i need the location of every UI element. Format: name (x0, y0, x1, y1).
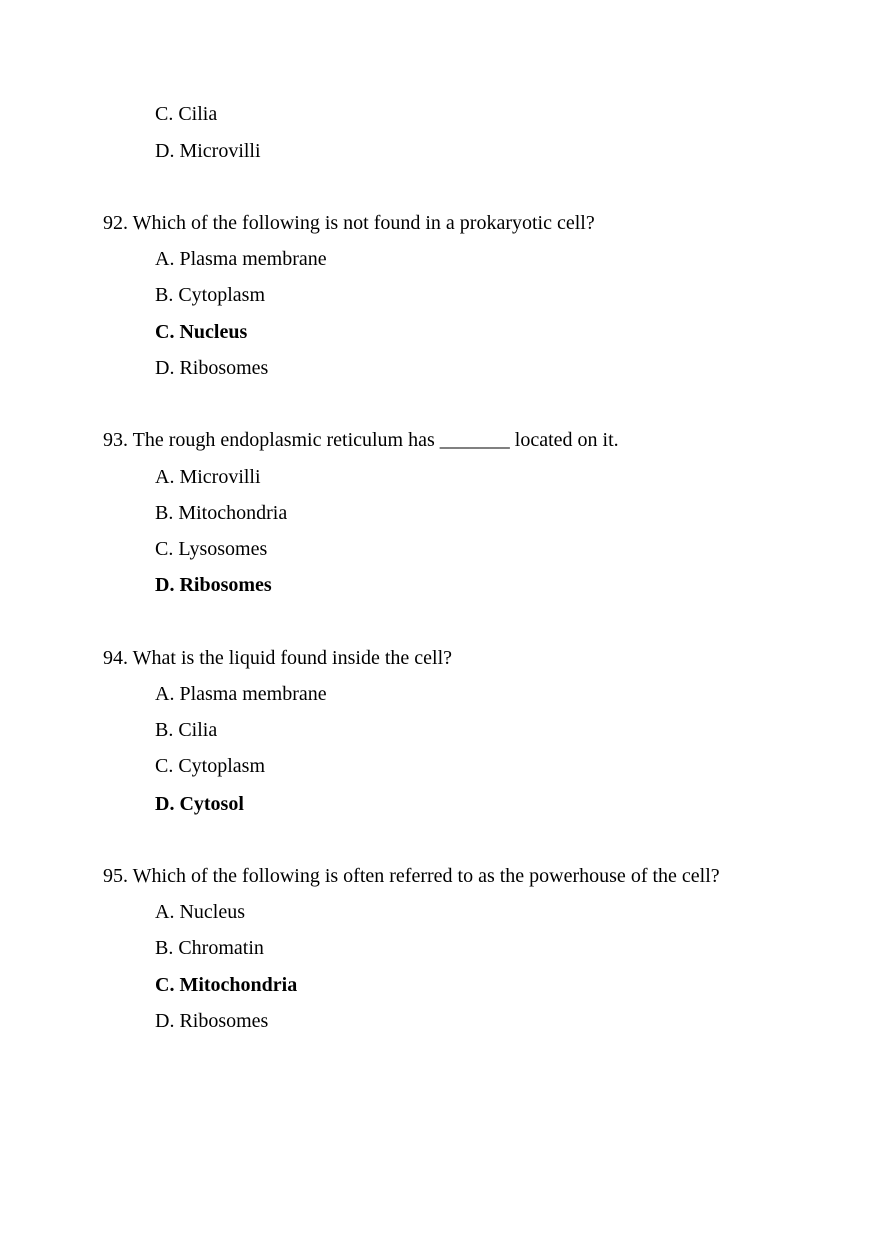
option-item: D. Microvilli (155, 140, 261, 162)
option-item: B. Cilia (155, 719, 218, 741)
option-item: A. Microvilli (155, 466, 261, 488)
option-item: A. Nucleus (155, 901, 245, 923)
question-93-text: 93. The rough endoplasmic reticulum has _______ located on it. (103, 429, 619, 451)
correct-option: D. Ribosomes (155, 574, 272, 596)
option-item: A. Plasma membrane (155, 248, 327, 270)
question-92-text: 92. Which of the following is not found in a prokaryotic cell? (103, 212, 595, 234)
question-95-text: 95. Which of the following is often referred to as the powerhouse of the cell? (103, 865, 720, 887)
correct-option: C. Mitochondria (155, 974, 298, 996)
correct-option: D. Cytosol (155, 793, 244, 815)
option-item: D. Ribosomes (155, 357, 269, 379)
question-94-text: 94. What is the liquid found inside the cell? (103, 647, 453, 669)
option-item: C. Cilia (155, 103, 218, 125)
option-item: B. Cytoplasm (155, 284, 266, 306)
option-item: B. Mitochondria (155, 502, 288, 524)
option-item: A. Plasma membrane (155, 683, 327, 705)
option-item: D. Ribosomes (155, 1010, 269, 1032)
correct-option: C. Nucleus (155, 321, 248, 343)
option-item: C. Cytoplasm (155, 755, 266, 777)
option-item: C. Lysosomes (155, 538, 268, 560)
option-item: B. Chromatin (155, 937, 264, 959)
